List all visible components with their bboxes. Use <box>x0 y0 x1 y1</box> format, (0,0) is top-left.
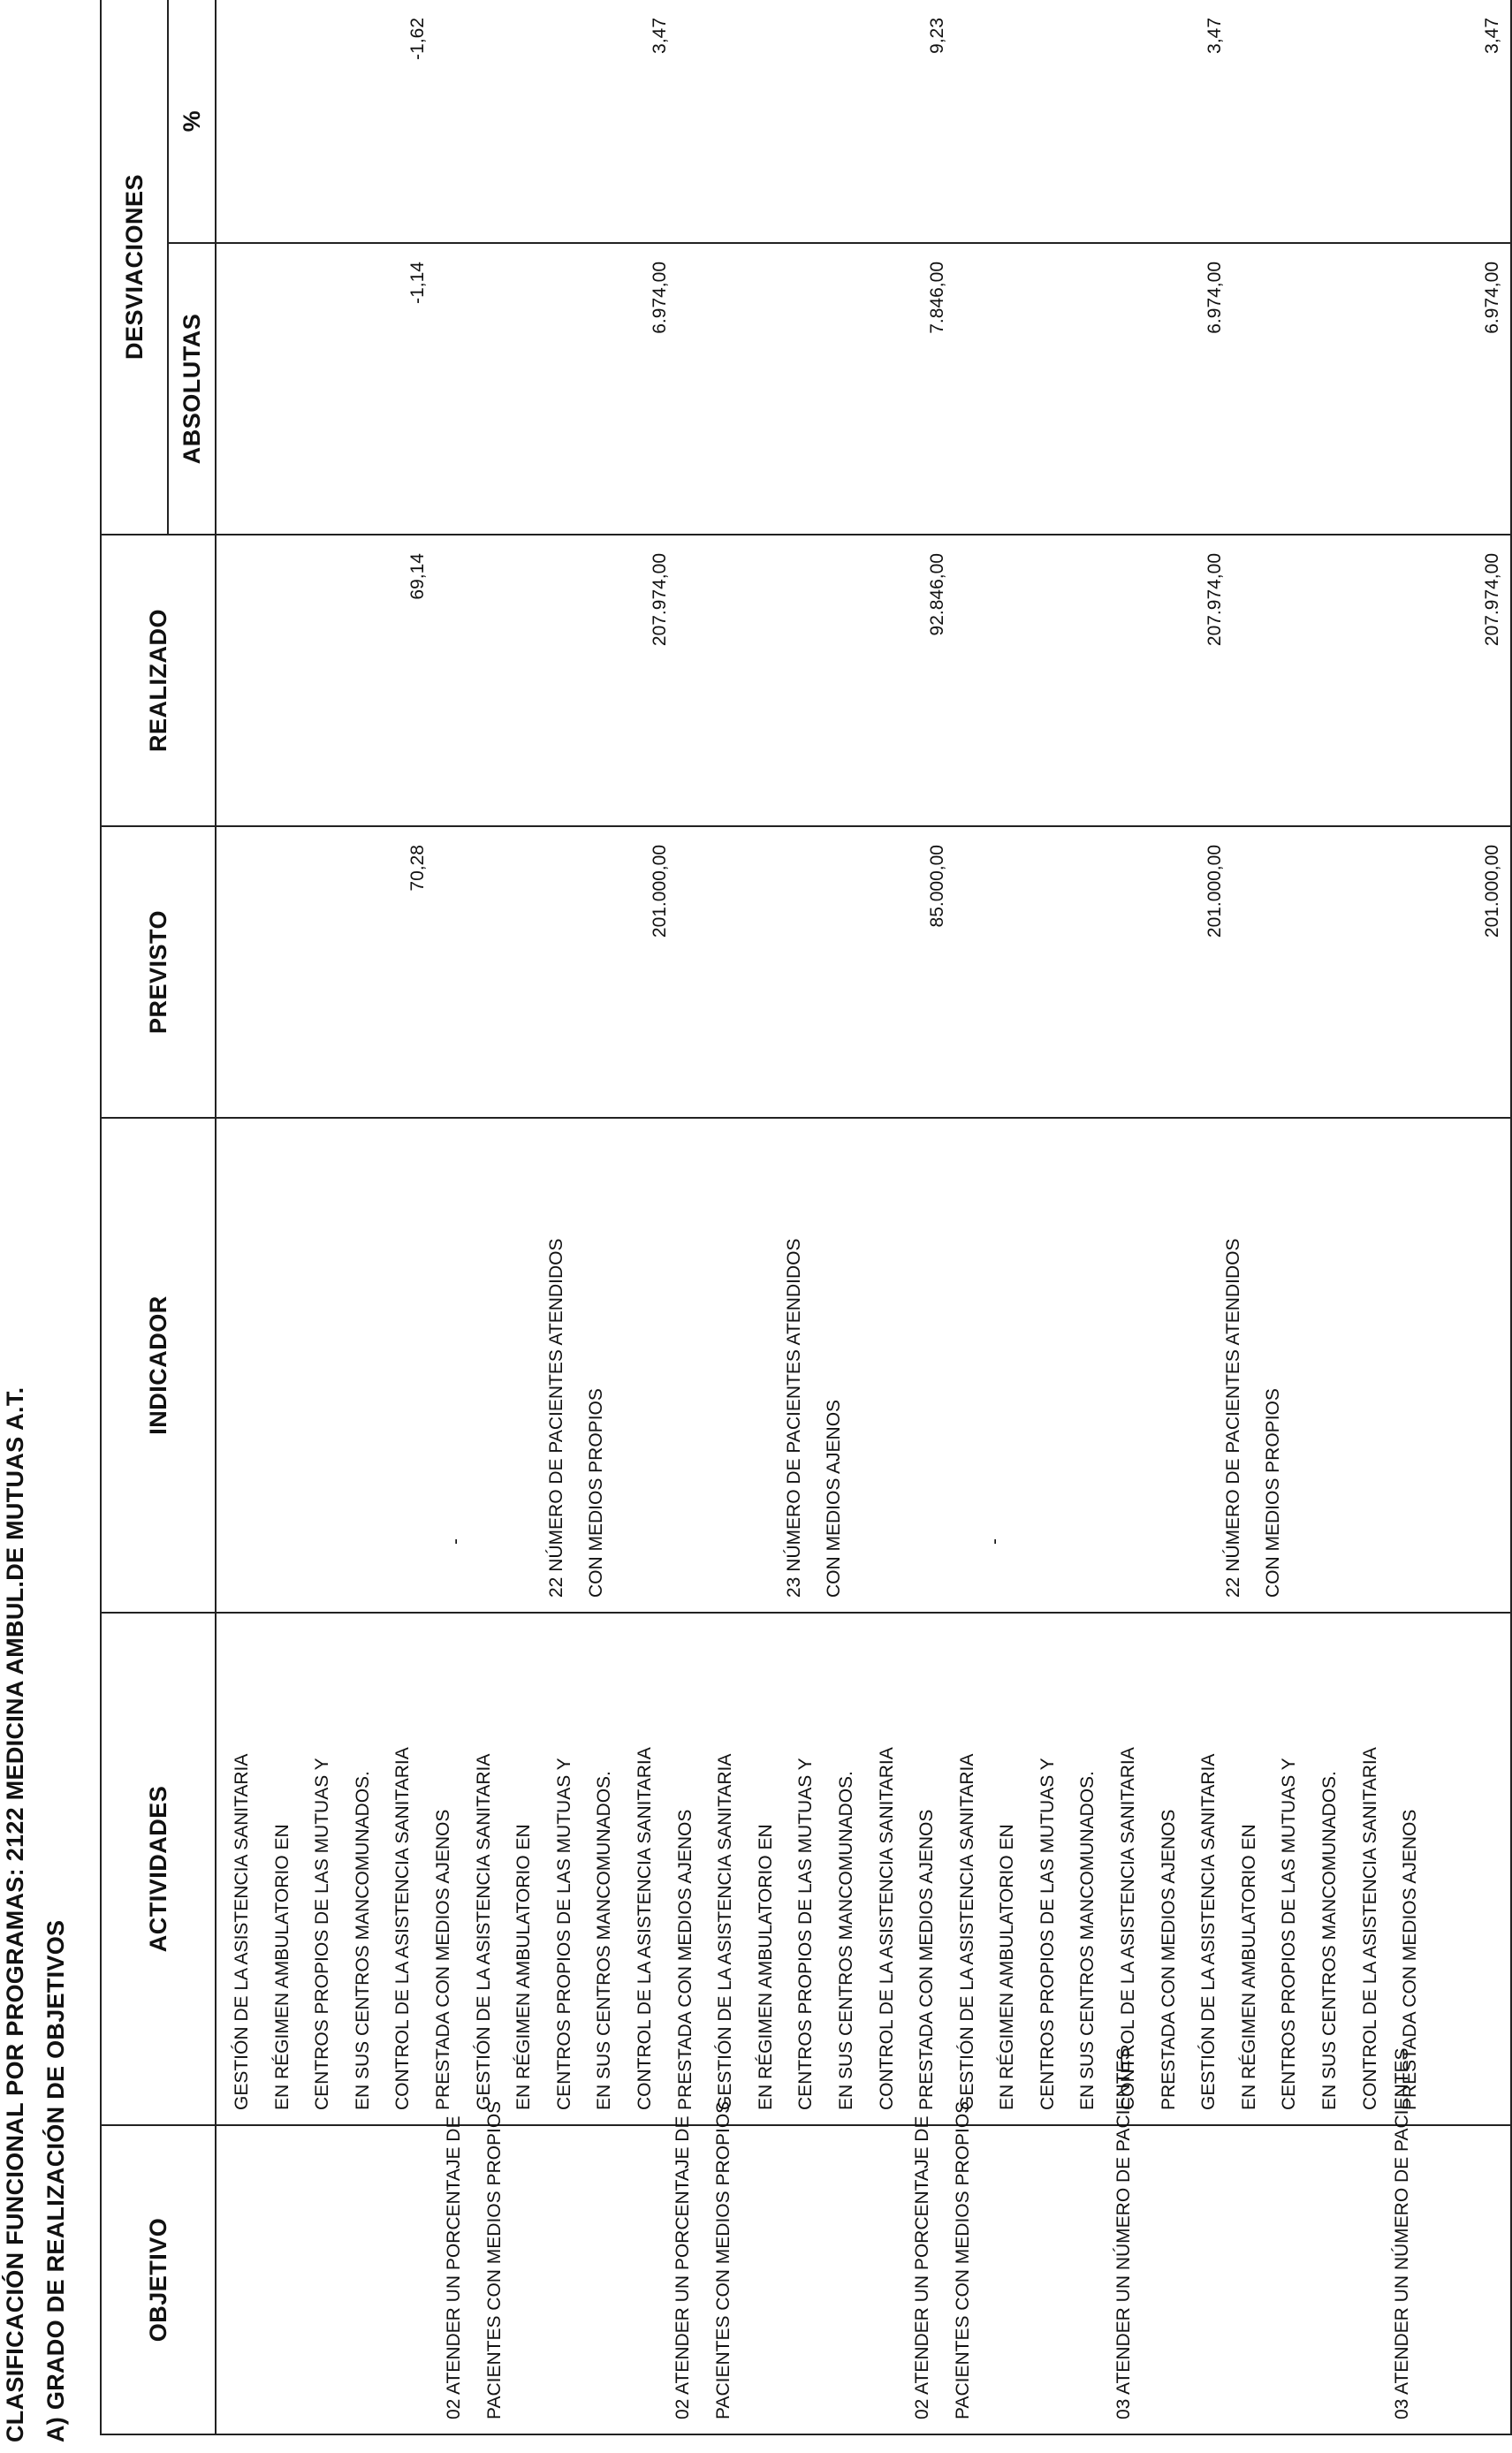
header-realizado: REALIZADO <box>101 535 216 826</box>
previsto-value: 201.000,00 <box>650 845 670 938</box>
actividad-line: EN RÉGIMEN AMBULATORIO EN <box>513 1824 535 2110</box>
absolutas-column <box>216 243 1511 535</box>
realizado-value: 69,14 <box>407 553 428 600</box>
indicador-3-line-1: 23 NÚMERO DE PACIENTES ATENDIDOS <box>783 1238 804 1598</box>
porcentaje-value: 3,47 <box>650 17 670 54</box>
header-objetivo: OBJETIVO <box>101 2125 216 2434</box>
header-previsto: PREVISTO <box>101 826 216 1118</box>
realizado-value: 207.974,00 <box>650 553 670 647</box>
porcentaje-value: -1,62 <box>407 17 428 60</box>
actividad-line: GESTIÓN DE LA ASISTENCIA SANITARIA <box>232 1753 252 2110</box>
porcentaje-value: 9,23 <box>927 17 947 54</box>
header-indicador: INDICADOR <box>101 1118 216 1613</box>
objetivo-2-line-2: PACIENTES CON MEDIOS PROPIOS <box>712 2100 733 2419</box>
actividad-line: CONTROL DE LA ASISTENCIA SANITARIA <box>876 1747 897 2110</box>
actividad-line: PRESTADA CON MEDIOS AJENOS <box>1400 1809 1421 2110</box>
actividad-line: CENTROS PROPIOS DE LAS MUTUAS Y <box>795 1758 817 2110</box>
indicador-5-line-1: 22 NÚMERO DE PACIENTES ATENDIDOS <box>1222 1238 1243 1598</box>
porcentaje-value: 3,47 <box>1204 17 1225 54</box>
actividad-line: CENTROS PROPIOS DE LAS MUTUAS Y <box>1279 1758 1300 2110</box>
objetivo-1-line-1: 02 ATENDER UN PORCENTAJE DE <box>444 2115 464 2419</box>
actividad-line: CONTROL DE LA ASISTENCIA SANITARIA <box>1359 1747 1380 2110</box>
header-actividades: ACTIVIDADES <box>101 1613 216 2125</box>
actividad-line: CONTROL DE LA ASISTENCIA SANITARIA <box>392 1747 414 2110</box>
porcentaje-column <box>216 0 1511 243</box>
indicador-column <box>216 1118 1511 1613</box>
realizado-column <box>216 535 1511 826</box>
objetivo-3-line-2: PACIENTES CON MEDIOS PROPIOS <box>952 2100 973 2419</box>
actividad-line: PRESTADA CON MEDIOS AJENOS <box>674 1809 695 2110</box>
indicador-5-line-2: CON MEDIOS PROPIOS <box>1263 1388 1284 1598</box>
actividad-line: PRESTADA CON MEDIOS AJENOS <box>432 1809 453 2110</box>
actividad-line: EN SUS CENTROS MANCOMUNADOS. <box>594 1771 615 2110</box>
actividad-line: CENTROS PROPIOS DE LAS MUTUAS Y <box>312 1758 333 2110</box>
indicador-1-line-1: - <box>445 1538 466 1545</box>
actividad-line: CONTROL DE LA ASISTENCIA SANITARIA <box>634 1747 655 2110</box>
objetivo-2-line-1: 02 ATENDER UN PORCENTAJE DE <box>672 2115 694 2419</box>
actividad-line: EN SUS CENTROS MANCOMUNADOS. <box>1319 1771 1341 2110</box>
actividad-line: GESTIÓN DE LA ASISTENCIA SANITARIA <box>473 1753 494 2110</box>
absolutas-value: 7.846,00 <box>927 262 947 334</box>
actividad-line: EN SUS CENTROS MANCOMUNADOS. <box>352 1771 373 2110</box>
header-porcentaje: % <box>168 0 216 243</box>
objetivo-3-line-1: 02 ATENDER UN PORCENTAJE DE <box>912 2115 933 2419</box>
actividad-line: EN SUS CENTROS MANCOMUNADOS. <box>1077 1771 1098 2110</box>
absolutas-value: 6.974,00 <box>1482 262 1502 334</box>
actividad-line: EN RÉGIMEN AMBULATORIO EN <box>1238 1824 1259 2110</box>
actividad-line: EN RÉGIMEN AMBULATORIO EN <box>271 1824 293 2110</box>
objetivo-5-line-1: 03 ATENDER UN NÚMERO DE PACIENTES <box>1392 2047 1413 2419</box>
objectives-table <box>100 0 1512 2435</box>
indicador-3-line-2: CON MEDIOS AJENOS <box>824 1399 845 1598</box>
absolutas-value: 6.974,00 <box>1204 262 1225 334</box>
absolutas-value: -1,14 <box>407 262 428 304</box>
previsto-value: 85.000,00 <box>927 845 947 928</box>
actividad-line: CENTROS PROPIOS DE LAS MUTUAS Y <box>553 1758 574 2110</box>
actividad-line: PRESTADA CON MEDIOS AJENOS <box>1158 1809 1179 2110</box>
actividad-line: EN RÉGIMEN AMBULATORIO EN <box>755 1824 776 2110</box>
porcentaje-value: 3,47 <box>1482 17 1502 54</box>
previsto-value: 201.000,00 <box>1204 845 1225 938</box>
indicador-4-line-1: - <box>984 1538 1005 1545</box>
actividad-line: EN RÉGIMEN AMBULATORIO EN <box>997 1824 1018 2110</box>
realizado-value: 207.974,00 <box>1204 553 1225 647</box>
actividad-line: CENTROS PROPIOS DE LAS MUTUAS Y <box>1037 1758 1058 2110</box>
actividad-line: EN SUS CENTROS MANCOMUNADOS. <box>835 1771 856 2110</box>
actividad-line: GESTIÓN DE LA ASISTENCIA SANITARIA <box>1198 1753 1219 2110</box>
objetivo-1-line-2: PACIENTES CON MEDIOS PROPIOS <box>483 2100 505 2419</box>
page-title: CLASIFICACIÓN FUNCIONAL POR PROGRAMAS: 2122 MEDICINA AMBUL.DE MUTUAS A.T. <box>2 1386 28 2442</box>
indicador-2-line-2: CON MEDIOS PROPIOS <box>586 1388 607 1598</box>
objetivo-column <box>216 2047 1511 2434</box>
actividad-line: CONTROL DE LA ASISTENCIA SANITARIA <box>1118 1747 1139 2110</box>
header-desviaciones: DESVIACIONES <box>101 0 168 535</box>
absolutas-value: 6.974,00 <box>650 262 670 334</box>
actividades-column <box>216 1613 1511 2125</box>
section-title: A) GRADO DE REALIZACIÓN DE OBJETIVOS <box>42 1919 69 2442</box>
indicador-2-line-1: 22 NÚMERO DE PACIENTES ATENDIDOS <box>545 1238 566 1598</box>
previsto-value: 70,28 <box>407 845 428 892</box>
realizado-value: 207.974,00 <box>1482 553 1502 647</box>
objetivo-4-line-1: 03 ATENDER UN NÚMERO DE PACIENTES <box>1113 2047 1134 2419</box>
previsto-value: 201.000,00 <box>1482 845 1502 938</box>
actividad-line: GESTIÓN DE LA ASISTENCIA SANITARIA <box>715 1753 736 2110</box>
actividad-line: PRESTADA CON MEDIOS AJENOS <box>916 1809 938 2110</box>
realizado-value: 92.846,00 <box>927 553 947 636</box>
header-absolutas: ABSOLUTAS <box>168 243 216 535</box>
actividad-line: GESTIÓN DE LA ASISTENCIA SANITARIA <box>956 1753 977 2110</box>
previsto-column <box>216 826 1511 1118</box>
